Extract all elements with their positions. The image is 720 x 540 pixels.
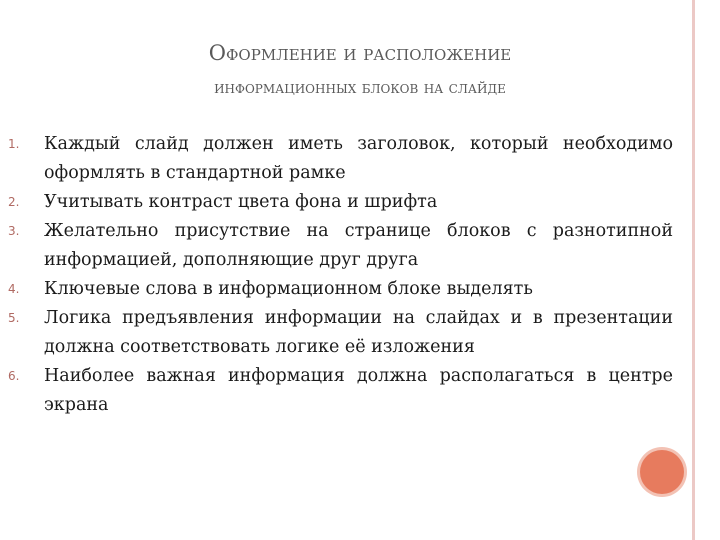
item-text: Ключевые слова в информационном блоке выделять bbox=[44, 279, 533, 299]
item-text: Желательно присутствие на странице блоков с разнотипной информацией, дополняющие друг друга bbox=[44, 221, 673, 270]
decorative-circle-icon bbox=[640, 450, 684, 494]
item-number: 2. bbox=[8, 195, 20, 209]
list-item bbox=[8, 130, 673, 188]
item-number: 1. bbox=[8, 137, 20, 151]
item-number: 5. bbox=[8, 311, 20, 325]
frame-line bbox=[692, 0, 695, 540]
item-number: 4. bbox=[8, 282, 20, 296]
list-item bbox=[8, 362, 673, 420]
content-list bbox=[8, 130, 673, 420]
list-item bbox=[8, 217, 673, 275]
item-text: Логика предъявления информации на слайдах и в презентации должна соответствовать логике её изложения bbox=[44, 308, 673, 357]
title-line-1: Оформление и расположение bbox=[208, 41, 512, 65]
item-text: Каждый слайд должен иметь заголовок, который необходимо оформлять в стандартной рамке bbox=[44, 134, 673, 183]
list-item bbox=[8, 304, 673, 362]
item-text: Наиболее важная информация должна располагаться в центре экрана bbox=[44, 366, 673, 415]
list-item bbox=[8, 275, 673, 304]
item-number: 3. bbox=[8, 224, 20, 238]
item-text: Учитывать контраст цвета фона и шрифта bbox=[44, 192, 438, 212]
title-line-2: информационных блоков на слайде bbox=[214, 77, 506, 98]
list-item bbox=[8, 188, 673, 217]
item-number: 6. bbox=[8, 369, 20, 383]
slide-title bbox=[70, 38, 650, 101]
